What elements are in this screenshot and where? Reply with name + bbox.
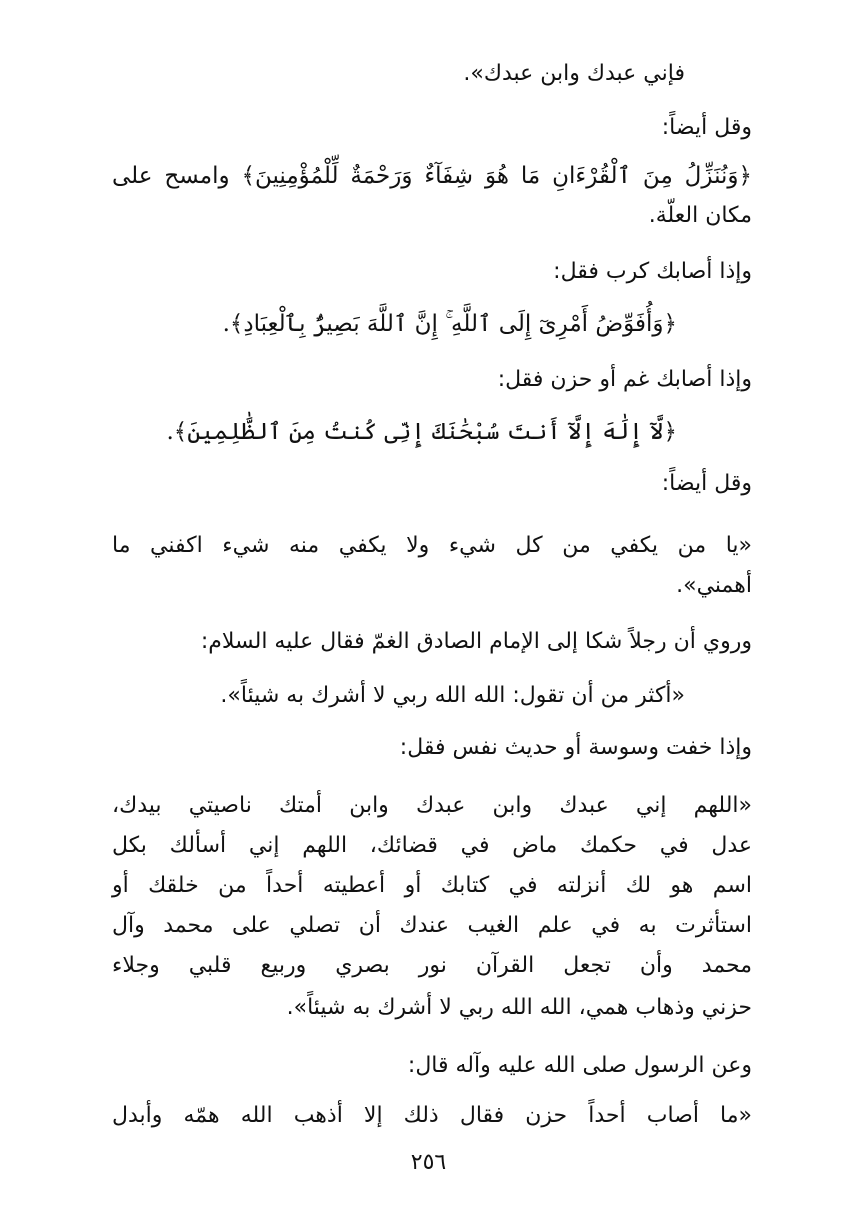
- text-line-1: فإني عبدك وابن عبدك».: [463, 61, 685, 86]
- quran-verse-line-1: ﴿وَنُنَزِّلُ مِنَ ٱلْقُرْءَانِ مَا هُوَ شِفَآءٌ وَرَحْمَةٌ لِّلْمُؤْمِنِينَ﴾ وامسح على: [112, 163, 752, 189]
- text-line-4: مكان العلّة.: [648, 203, 752, 228]
- text-line-20: حزني وذهاب همي، الله الله ربي لا أشرك به شيئاً».: [286, 995, 752, 1020]
- quran-verse-line-2: ﴿وَأُفَوِّضُ أَمْرِىٓ إِلَى ٱللَّهِ ۚ إِنَّ ٱللَّهَ بَصِيرٌۢ بِٱلْعِبَادِ﴾.: [222, 311, 677, 337]
- text-line-21: وعن الرسول صلى الله عليه وآله قال:: [407, 1053, 752, 1078]
- text-line-16: عدل في حكمك ماض في قضائك، اللهم إني أسألك بكل: [112, 833, 752, 858]
- text-line-2: وقل أيضاً:: [661, 115, 752, 140]
- text-line-18: استأثرت به في علم الغيب عندك أن تصلي على محمد وآل: [112, 913, 752, 938]
- text-line-19: محمد وأن تجعل القرآن نور بصري وربيع قلبي وجلاء: [112, 953, 752, 978]
- page-number: ٢٥٦: [410, 1150, 447, 1175]
- text-line-15: «اللهم إني عبدك وابن عبدك وابن أمتك ناصيتي بيدك،: [112, 793, 752, 818]
- text-line-12: وروي أن رجلاً شكا إلى الإمام الصادق الغمّ فقال عليه السلام:: [200, 629, 752, 654]
- text-line-7: وإذا أصابك غم أو حزن فقل:: [497, 367, 752, 392]
- text-line-13: «أكثر من أن تقول: الله الله ربي لا أشرك به شيئاً».: [220, 683, 685, 708]
- text-line-9: وقل أيضاً:: [661, 471, 752, 496]
- text-line-10: «يا من يكفي من كل شيء ولا يكفي منه شيء اكفني ما: [112, 533, 752, 558]
- text-line-14: وإذا خفت وسوسة أو حديث نفس فقل:: [399, 735, 752, 760]
- text-line-17: اسم هو لك أنزلته في كتابك أو أعطيته أحداً من خلقك أو: [112, 873, 752, 898]
- quran-verse-line-3: ﴿لَّآ إِلَٰهَ إِلَّآ أَنتَ سُبْحَٰنَكَ إِنِّى كُنتُ مِنَ ٱلظَّٰلِمِينَ﴾.: [166, 419, 677, 445]
- text-line-22: «ما أصاب أحداً حزن فقال ذلك إلا أذهب الله همّه وأبدل: [112, 1103, 752, 1128]
- text-line-11: أهمني».: [676, 573, 752, 598]
- text-line-5: وإذا أصابك كرب فقل:: [553, 259, 752, 284]
